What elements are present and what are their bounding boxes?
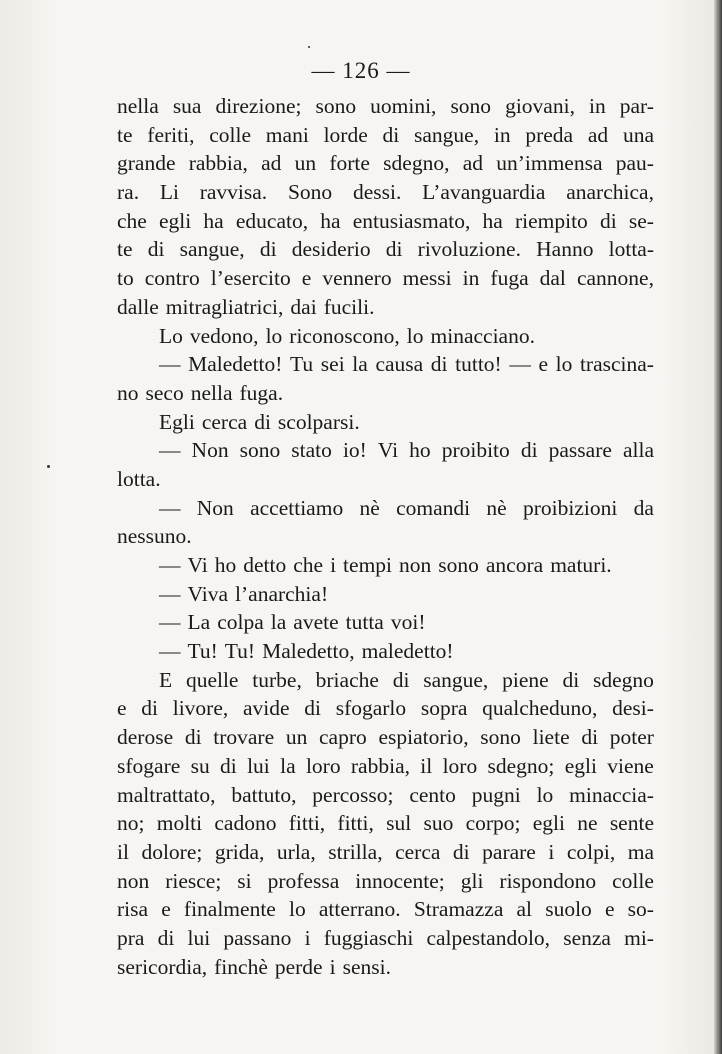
text-word: ha: [482, 208, 503, 233]
page-number: — 126 —: [311, 58, 411, 83]
text-word: sangue,: [423, 667, 489, 692]
text-word: su: [190, 753, 210, 778]
text-line: [117, 809, 654, 838]
text-line: [117, 121, 654, 150]
text-word: cadono: [214, 811, 277, 836]
text-word: la: [270, 610, 287, 635]
text-word: proibito: [441, 438, 510, 463]
text-word: di: [382, 122, 400, 147]
text-word: i: [329, 954, 336, 979]
text-word: senza: [563, 925, 611, 950]
text-word: Tu!: [224, 639, 256, 664]
text-word: innocente;: [355, 868, 445, 893]
text-word: ho: [409, 438, 431, 463]
text-word: di: [599, 208, 617, 233]
text-word: un’immensa: [496, 151, 603, 176]
text-word: poter: [609, 725, 654, 750]
text-word: riempito: [514, 208, 588, 233]
text-word: entusiasmato,: [352, 208, 471, 233]
text-word: fuggiaschi: [323, 925, 414, 950]
text-word: desi-: [612, 696, 654, 721]
print-speck: [47, 465, 50, 468]
text-word: un: [285, 725, 308, 750]
text-word: minaccia-: [569, 782, 654, 807]
text-word: un: [294, 151, 317, 176]
text-word: lotta.: [117, 466, 161, 491]
text-word: al: [516, 897, 533, 922]
text-word: suolo: [545, 897, 592, 922]
text-word: riconoscono,: [289, 323, 400, 348]
text-word: i: [330, 553, 337, 577]
text-word: educato,: [235, 208, 309, 233]
print-speck: [308, 46, 310, 48]
text-word: La: [187, 610, 211, 635]
text-word: cerca: [395, 839, 441, 864]
text-line: [117, 924, 654, 953]
text-word: suo: [423, 811, 454, 836]
text-word: ne: [577, 811, 598, 836]
text-word: L’avanguardia: [422, 180, 546, 205]
text-word: maturi.: [550, 553, 612, 577]
text-word: e: [117, 696, 127, 721]
text-word: parare: [482, 839, 536, 864]
text-line: [117, 293, 654, 322]
text-word: sopra: [420, 696, 468, 721]
text-word: ma: [627, 839, 654, 864]
text-word: una: [622, 122, 654, 147]
text-word: Maledetto!: [188, 352, 283, 377]
text-word: perde: [274, 954, 323, 979]
text-word: forte: [329, 151, 370, 176]
text-word: ravvisa.: [199, 180, 268, 205]
text-word: gli: [460, 868, 484, 893]
text-word: lo: [265, 323, 283, 348]
text-word: sono: [315, 94, 357, 118]
text-word: cannone,: [576, 266, 654, 291]
text-word: te: [117, 122, 133, 147]
text-word: preda: [525, 122, 574, 147]
text-word: sfogare: [117, 753, 181, 778]
text-word: strilla,: [328, 839, 383, 864]
text-word: si: [237, 868, 252, 893]
text-word: feriti,: [147, 122, 195, 147]
text-word: pugni: [471, 782, 521, 807]
text-word: risa: [117, 897, 149, 922]
text-word: sensi.: [342, 954, 391, 979]
text-word: ra.: [117, 180, 140, 205]
text-word: sangue,: [179, 237, 245, 262]
text-word: minacciano.: [430, 323, 535, 348]
text-word: scolparsi.: [277, 409, 360, 434]
text-word: nè: [359, 495, 380, 520]
text-word: piene: [502, 667, 549, 692]
text-word: quelle: [185, 667, 239, 692]
text-word: detto: [243, 553, 287, 577]
text-line: [117, 895, 654, 924]
text-line: [117, 207, 654, 236]
text-word: derose: [117, 725, 174, 750]
text-line: [117, 264, 654, 293]
text-word: ad: [587, 122, 609, 147]
text-word: viene: [607, 753, 654, 778]
text-word: cento: [409, 782, 456, 807]
text-word: fuga: [490, 266, 529, 291]
text-word: sdegno,: [383, 151, 450, 176]
text-word: —: [509, 352, 531, 377]
text-word: di: [141, 696, 158, 721]
text-line: [117, 551, 654, 580]
text-word: contro: [144, 266, 200, 291]
text-word: sente: [609, 811, 654, 836]
text-word: l’esercito: [210, 266, 291, 291]
text-line: [117, 723, 654, 752]
text-word: nella: [190, 380, 233, 405]
text-word: grida,: [214, 839, 265, 864]
text-word: colpi,: [566, 839, 616, 864]
text-word: Stramazza: [413, 897, 504, 922]
text-word: ha: [203, 208, 224, 233]
text-word: sono: [438, 553, 479, 577]
text-word: —: [159, 553, 181, 577]
text-word: Vi: [187, 553, 208, 577]
text-word: sdegno: [593, 667, 654, 692]
text-word: di: [259, 237, 277, 262]
text-word: avide: [242, 696, 290, 721]
text-word: direzione;: [215, 94, 302, 118]
text-word: Tu: [290, 352, 314, 377]
text-word: finalmente: [183, 897, 276, 922]
text-word: e: [301, 266, 312, 291]
text-word: di: [562, 667, 580, 692]
text-word: i: [548, 839, 555, 864]
text-word: capro: [319, 725, 367, 750]
text-word: espiatorio,: [378, 725, 469, 750]
text-word: loro: [442, 753, 478, 778]
text-line: [117, 953, 654, 982]
text-word: loro: [305, 753, 341, 778]
text-word: liete: [532, 725, 570, 750]
text-word: fitti,: [288, 811, 326, 836]
text-line: [117, 608, 654, 637]
text-word: professa: [267, 868, 340, 893]
text-word: briache: [315, 667, 379, 692]
text-word: anarchica,: [566, 180, 654, 205]
text-word: rabbia,: [188, 151, 248, 176]
text-word: mitragliatrici,: [165, 294, 284, 319]
text-word: corpo;: [465, 811, 521, 836]
text-word: passare: [548, 438, 612, 463]
text-word: Egli: [159, 409, 195, 434]
text-word: giovani,: [505, 94, 575, 118]
text-word: Sono: [287, 180, 333, 205]
text-word: di: [385, 237, 403, 262]
text-word: il: [117, 839, 129, 864]
text-word: i: [304, 925, 311, 950]
text-line: [117, 379, 654, 408]
text-word: alla: [622, 438, 654, 463]
text-word: sul: [386, 811, 412, 836]
text-word: nella: [117, 94, 159, 118]
text-word: —: [159, 581, 181, 606]
text-word: mi-: [624, 925, 654, 950]
text-word: E: [159, 667, 173, 692]
text-line: [117, 235, 654, 264]
text-word: egli: [564, 753, 597, 778]
text-word: sei: [320, 352, 345, 377]
text-line: [117, 408, 654, 437]
text-word: grande: [117, 151, 176, 176]
text-word: lo: [289, 897, 306, 922]
text-word: tutto!: [455, 352, 502, 377]
text-word: di: [392, 667, 410, 692]
text-word: di: [430, 352, 448, 377]
text-line: [117, 494, 654, 523]
text-line: [117, 522, 654, 551]
text-word: in: [588, 94, 606, 118]
text-word: e: [161, 897, 171, 922]
text-word: che: [293, 553, 324, 577]
text-word: messi: [402, 266, 452, 291]
text-word: non: [117, 868, 150, 893]
text-word: nessuno.: [117, 524, 192, 549]
text-line: [117, 149, 654, 178]
text-word: Viva: [187, 581, 229, 606]
text-word: sono: [450, 94, 492, 118]
page-edge-shadow: [714, 0, 722, 1054]
text-word: se-: [628, 208, 654, 233]
text-word: dessi.: [352, 180, 402, 205]
text-word: egli: [532, 811, 566, 836]
text-word: Lo: [159, 323, 183, 348]
text-word: lorde: [323, 122, 368, 147]
text-word: sfogarlo: [335, 696, 407, 721]
text-word: da: [633, 495, 654, 520]
text-word: di: [254, 409, 271, 434]
text-word: passano: [223, 925, 292, 950]
text-word: io!: [342, 438, 367, 463]
text-word: cerca: [201, 409, 248, 434]
text-word: mani: [265, 122, 309, 147]
body-text: [117, 92, 654, 981]
text-word: di: [184, 725, 202, 750]
text-word: vedono,: [189, 323, 259, 348]
text-word: turbe,: [252, 667, 302, 692]
text-word: sericordia,: [117, 954, 208, 979]
text-line: [117, 350, 654, 379]
text-word: —: [159, 352, 181, 377]
text-line: [117, 666, 654, 695]
text-word: tempi: [343, 553, 393, 577]
text-word: stato: [291, 438, 332, 463]
text-word: seco: [145, 380, 184, 405]
text-word: battuto,: [231, 782, 297, 807]
text-word: sua: [172, 94, 202, 118]
text-line: [117, 322, 654, 351]
text-word: sangue,: [414, 122, 480, 147]
text-line: [117, 637, 654, 666]
text-word: Vi: [377, 438, 399, 463]
text-word: lo: [555, 352, 573, 377]
text-word: pau-: [615, 151, 654, 176]
text-word: desiderio: [291, 237, 371, 262]
text-word: e: [538, 352, 548, 377]
text-word: egli: [159, 208, 192, 233]
text-word: accettiamo: [250, 495, 344, 520]
text-line: [117, 838, 654, 867]
text-line: [117, 580, 654, 609]
text-word: trascina-: [579, 352, 654, 377]
text-word: to: [117, 266, 134, 291]
text-word: Maledetto,: [262, 639, 355, 664]
text-word: il: [420, 753, 433, 778]
text-word: proibizioni: [522, 495, 618, 520]
text-word: lotta-: [608, 237, 654, 262]
text-word: maledetto!: [361, 639, 454, 664]
text-word: la: [352, 352, 368, 377]
text-word: lo: [406, 323, 424, 348]
text-word: —: [159, 495, 181, 520]
text-word: urla,: [276, 839, 316, 864]
text-word: colle: [209, 122, 252, 147]
text-word: fitti,: [337, 811, 374, 836]
text-word: no;: [117, 811, 145, 836]
text-word: livore,: [172, 696, 229, 721]
text-word: —: [159, 610, 181, 635]
text-word: rabbia,: [350, 753, 410, 778]
text-word: di: [581, 725, 599, 750]
text-word: dai: [290, 294, 317, 319]
text-line: [117, 694, 654, 723]
text-line: [117, 178, 654, 207]
text-line: [117, 436, 654, 465]
text-word: e: [604, 897, 615, 922]
text-word: dolore;: [141, 839, 203, 864]
text-word: dalle: [117, 294, 159, 319]
text-word: colle: [612, 868, 654, 893]
text-word: ancora: [485, 553, 544, 577]
text-word: di: [147, 237, 165, 262]
text-word: avete: [293, 610, 339, 635]
text-word: ho: [214, 553, 237, 577]
text-line: [117, 92, 654, 121]
text-word: maltrattato,: [117, 782, 216, 807]
text-word: ad: [462, 151, 483, 176]
text-word: nè: [486, 495, 507, 520]
text-word: so-: [627, 897, 654, 922]
text-word: in: [462, 266, 480, 291]
text-word: di: [220, 753, 237, 778]
text-word: rivoluzione.: [417, 237, 521, 262]
text-word: —: [159, 639, 181, 664]
text-word: di: [157, 925, 175, 950]
text-word: lo: [536, 782, 554, 807]
text-word: non: [399, 553, 432, 577]
text-word: ha: [320, 208, 341, 233]
text-word: la: [280, 753, 296, 778]
text-word: par-: [619, 94, 654, 118]
text-line: [117, 867, 654, 896]
text-word: di: [520, 438, 538, 463]
text-word: voi!: [390, 610, 426, 635]
text-word: qualcheduno,: [482, 696, 598, 721]
text-word: sono: [480, 725, 521, 750]
text-word: causa: [375, 352, 424, 377]
text-word: tutta: [345, 610, 384, 635]
text-word: Non: [196, 495, 234, 520]
text-word: ad: [261, 151, 282, 176]
text-word: uomini,: [370, 94, 437, 118]
text-word: riesce;: [165, 868, 222, 893]
text-word: che: [117, 208, 147, 233]
text-word: lui: [187, 925, 211, 950]
text-word: lui: [247, 753, 270, 778]
text-word: sono: [239, 438, 281, 463]
text-line: [117, 781, 654, 810]
text-word: Li: [159, 180, 179, 205]
text-word: l’anarchia!: [235, 581, 329, 606]
text-word: fuga.: [239, 380, 284, 405]
text-word: di: [452, 839, 470, 864]
text-word: finchè: [214, 954, 268, 979]
text-word: pra: [117, 925, 145, 950]
text-word: no: [117, 380, 139, 405]
text-word: fucili.: [323, 294, 375, 319]
text-word: sdegno;: [487, 753, 555, 778]
text-word: colpa: [217, 610, 264, 635]
text-word: trovare: [213, 725, 275, 750]
text-word: Hanno: [536, 237, 594, 262]
text-word: di: [304, 696, 321, 721]
text-word: —: [159, 438, 181, 463]
text-word: in: [493, 122, 511, 147]
text-line: [117, 465, 654, 494]
text-word: molti: [156, 811, 203, 836]
text-word: Non: [191, 438, 229, 463]
text-word: Tu!: [187, 639, 218, 664]
text-line: [117, 752, 654, 781]
text-word: te: [117, 237, 133, 262]
text-word: dal: [539, 266, 566, 291]
text-word: calpestandolo,: [426, 925, 551, 950]
text-word: rispondono: [499, 868, 597, 893]
text-word: atterrano.: [318, 897, 401, 922]
text-word: vennero: [322, 266, 392, 291]
text-word: percosso;: [312, 782, 394, 807]
text-word: comandi: [396, 495, 471, 520]
